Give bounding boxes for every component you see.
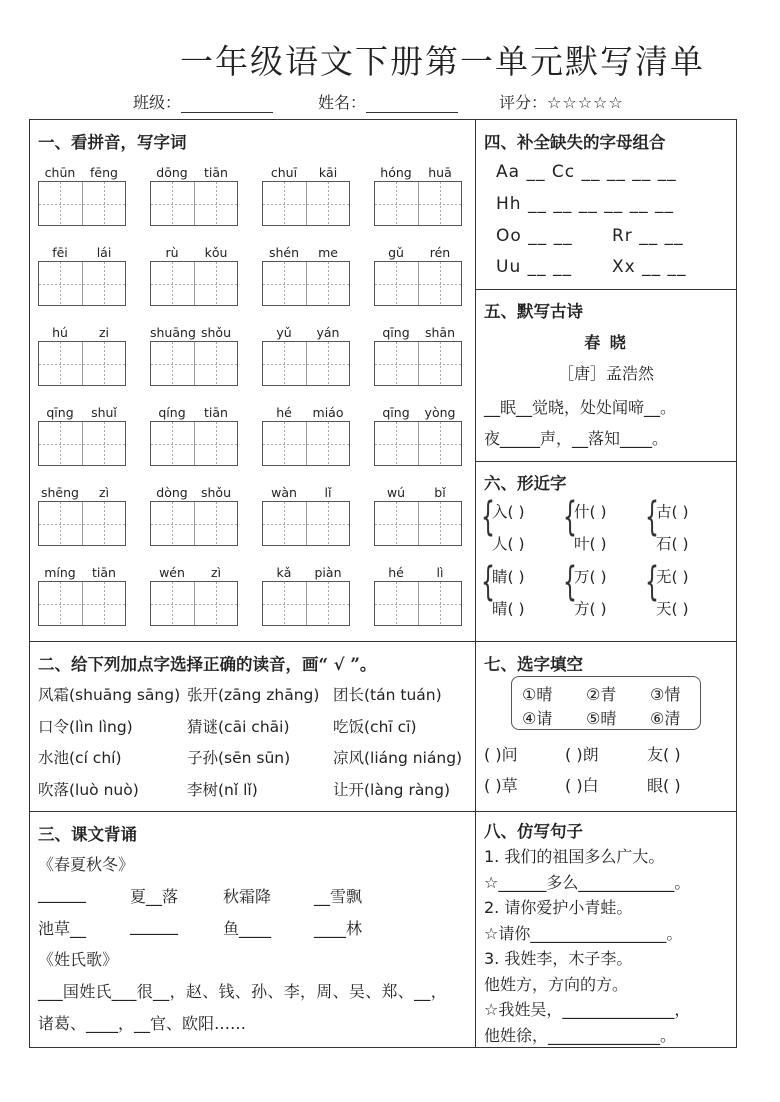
similar-char-item[interactable]: 什( ) bbox=[574, 503, 607, 521]
fill-1-1[interactable]: ( )问 bbox=[484, 745, 518, 764]
score-stars: ☆☆☆☆☆ bbox=[547, 93, 624, 112]
poem-line-2[interactable]: 夜_____声，__落知____。 bbox=[484, 429, 669, 448]
writing-box[interactable] bbox=[262, 181, 350, 226]
pinyin-label: wàn bbox=[271, 485, 297, 500]
brace-icon: { bbox=[481, 559, 495, 605]
name-label: 姓名： bbox=[318, 93, 367, 112]
right-divider-3 bbox=[475, 641, 737, 642]
letter-line-3[interactable]: Oo __ __ bbox=[496, 226, 573, 246]
pinyin-label: chuī bbox=[270, 165, 298, 180]
option-1: ①晴 bbox=[522, 685, 553, 704]
pinyin-label: chūn bbox=[44, 165, 76, 180]
poem1-row1-d[interactable]: __雪飘 bbox=[314, 887, 363, 906]
pinyin-label: zì bbox=[98, 485, 110, 500]
pinyin-label: me bbox=[318, 245, 338, 260]
letter-line-4[interactable]: Rr __ __ bbox=[612, 226, 684, 246]
sentence-line[interactable]: ☆请你_________________。 bbox=[484, 923, 683, 943]
poem2-row2[interactable]: 诸葛、____，__官、欧阳…… bbox=[38, 1014, 247, 1033]
pronunciation-item[interactable]: 吹落(luò nuò) bbox=[38, 781, 139, 799]
letter-line-1[interactable]: Aa __ Cc __ __ __ __ bbox=[496, 162, 677, 182]
pinyin-label: shuāng bbox=[150, 325, 196, 340]
fill-2-1[interactable]: ( )草 bbox=[484, 776, 518, 795]
poem-line-1[interactable]: __眠__觉晓，处处闻啼__。 bbox=[484, 398, 677, 417]
similar-char-item[interactable]: 叶( ) bbox=[574, 535, 607, 553]
writing-box[interactable] bbox=[38, 421, 126, 466]
name-field bbox=[318, 90, 458, 113]
pronunciation-item[interactable]: 风霜(shuāng sāng) bbox=[38, 686, 181, 704]
pinyin-label: qīng bbox=[382, 325, 410, 340]
poem1-row1-c[interactable]: 秋霜降 bbox=[223, 887, 272, 906]
pinyin-label: miáo bbox=[312, 405, 344, 420]
pinyin-label: yòng bbox=[424, 405, 456, 420]
pronunciation-item[interactable]: 子孙(sēn sūn) bbox=[187, 749, 291, 767]
pinyin-label: zì bbox=[210, 565, 222, 580]
brace-icon: { bbox=[481, 494, 495, 540]
writing-box[interactable] bbox=[374, 261, 462, 306]
pinyin-label: lǐ bbox=[324, 485, 332, 500]
similar-char-item[interactable]: 入( ) bbox=[492, 503, 525, 521]
writing-box[interactable] bbox=[374, 501, 462, 546]
writing-box[interactable] bbox=[150, 501, 238, 546]
pinyin-label: zi bbox=[98, 325, 110, 340]
similar-char-item[interactable]: 方( ) bbox=[574, 600, 607, 618]
class-field bbox=[133, 90, 273, 113]
pinyin-label: rén bbox=[429, 245, 451, 260]
fill-2-2[interactable]: ( )白 bbox=[565, 776, 599, 795]
similar-char-item[interactable]: 古( ) bbox=[656, 503, 689, 521]
writing-box[interactable] bbox=[150, 421, 238, 466]
pinyin-label: shǒu bbox=[200, 325, 231, 340]
class-input-line[interactable] bbox=[181, 98, 273, 113]
score-field bbox=[499, 90, 624, 113]
right-divider-4 bbox=[475, 811, 737, 812]
writing-box[interactable] bbox=[262, 421, 350, 466]
sentence-line[interactable]: ☆我姓吴，______________， bbox=[484, 1000, 691, 1019]
pinyin-label: kǎ bbox=[276, 565, 292, 580]
pinyin-label: kǒu bbox=[204, 245, 228, 260]
poem1-row2-c[interactable]: 鱼____ bbox=[223, 919, 272, 938]
writing-box[interactable] bbox=[38, 181, 126, 226]
pinyin-label: hóng bbox=[380, 165, 412, 180]
pinyin-label: fēng bbox=[90, 165, 118, 180]
pinyin-label: lì bbox=[436, 565, 444, 580]
pinyin-label: bǐ bbox=[434, 485, 446, 500]
sentence-line[interactable]: ☆______多么____________。 bbox=[484, 872, 691, 892]
writing-box[interactable] bbox=[262, 261, 350, 306]
pronunciation-item[interactable]: 吃饭(chī cī) bbox=[333, 718, 417, 736]
name-input-line[interactable] bbox=[366, 98, 458, 113]
writing-box[interactable] bbox=[374, 341, 462, 386]
sec8-title: 八、仿写句子 bbox=[484, 822, 583, 841]
pinyin-label: wén bbox=[159, 565, 185, 580]
pinyin-label: shén bbox=[268, 245, 300, 260]
sec4-title: 四、补全缺失的字母组合 bbox=[484, 133, 666, 152]
option-3: ③情 bbox=[650, 685, 681, 704]
pinyin-label: rù bbox=[165, 245, 179, 260]
writing-box[interactable] bbox=[262, 501, 350, 546]
poem2-row1[interactable]: ___国姓氏___很__，赵、钱、孙、李，周、吴、郑、__， bbox=[38, 982, 448, 1001]
poem-author: ［唐］孟浩然 bbox=[557, 364, 654, 383]
sec2-title: 二、给下列加点字选择正确的读音，画“ √ ”。 bbox=[38, 655, 377, 674]
pronunciation-item[interactable]: 口令(lìn lìng) bbox=[38, 718, 133, 736]
pinyin-label: míng bbox=[44, 565, 76, 580]
fill-1-2[interactable]: ( )朗 bbox=[565, 745, 599, 764]
score-label: 评分： bbox=[499, 93, 548, 112]
letter-line-2[interactable]: Hh __ __ __ __ __ __ bbox=[496, 194, 674, 214]
brace-icon: { bbox=[563, 494, 577, 540]
writing-box[interactable] bbox=[150, 261, 238, 306]
pinyin-label: shān bbox=[424, 325, 456, 340]
writing-box[interactable] bbox=[38, 341, 126, 386]
pinyin-label: yán bbox=[316, 325, 340, 340]
pinyin-label: hé bbox=[388, 565, 404, 580]
writing-box[interactable] bbox=[262, 341, 350, 386]
pinyin-label: qīng bbox=[382, 405, 410, 420]
brace-icon: { bbox=[563, 559, 577, 605]
pinyin-label: huā bbox=[428, 165, 452, 180]
option-6: ⑥清 bbox=[650, 709, 681, 728]
pinyin-label: hé bbox=[276, 405, 292, 420]
pinyin-label: fēi bbox=[52, 245, 68, 260]
sec7-title: 七、选字填空 bbox=[484, 655, 583, 674]
option-5: ⑤晴 bbox=[586, 709, 617, 728]
class-label: 班级： bbox=[133, 93, 182, 112]
pinyin-label: qíng bbox=[158, 405, 186, 420]
pronunciation-item[interactable]: 张开(zāng zhāng) bbox=[187, 686, 320, 704]
sec6-title: 六、形近字 bbox=[484, 474, 567, 493]
pinyin-label: gǔ bbox=[388, 245, 404, 260]
pinyin-label: tiān bbox=[204, 165, 228, 180]
poem1-row2-b[interactable]: ______ bbox=[130, 916, 178, 935]
pinyin-label: piàn bbox=[314, 565, 342, 580]
letter-line-5[interactable]: Uu __ __ bbox=[496, 257, 573, 277]
similar-char-item[interactable]: 天( ) bbox=[656, 600, 689, 618]
poem-title: 春 晓 bbox=[584, 333, 628, 352]
pinyin-label: lái bbox=[96, 245, 112, 260]
writing-box[interactable] bbox=[262, 581, 350, 626]
fill-1-3[interactable]: 友( ) bbox=[647, 745, 681, 764]
page-title: 一年级语文下册第一单元默写清单 bbox=[180, 42, 705, 81]
sentence-line[interactable]: 他姓方，方向的方。 bbox=[484, 974, 629, 994]
pronunciation-item[interactable]: 让开(làng ràng) bbox=[333, 781, 451, 799]
sec1-title: 一、看拼音，写字词 bbox=[38, 133, 187, 152]
pinyin-label: dōng bbox=[156, 165, 188, 180]
pinyin-label: qīng bbox=[46, 405, 74, 420]
right-divider-1 bbox=[475, 289, 737, 290]
pronunciation-item[interactable]: 猜谜(cāi chāi) bbox=[187, 718, 290, 736]
pronunciation-item[interactable]: 水池(cí chí) bbox=[38, 749, 122, 767]
pinyin-label: shǒu bbox=[200, 485, 231, 500]
pinyin-label: shēng bbox=[41, 485, 79, 500]
similar-char-item[interactable]: 晴( ) bbox=[492, 600, 525, 618]
poem1-row1-a[interactable]: ______ bbox=[38, 884, 86, 903]
writing-box[interactable] bbox=[374, 181, 462, 226]
poem1-title: 《春夏秋冬》 bbox=[38, 855, 135, 874]
similar-char-item[interactable]: 睛( ) bbox=[492, 568, 525, 586]
sentence-line: 3. 我姓李，木子李。 bbox=[484, 949, 633, 968]
option-4: ④请 bbox=[522, 709, 553, 728]
sec5-title: 五、默写古诗 bbox=[484, 302, 583, 321]
left-divider-1 bbox=[29, 641, 476, 642]
pinyin-label: hú bbox=[52, 325, 68, 340]
sentence-line: 2. 请你爱护小青蛙。 bbox=[484, 898, 633, 917]
fill-2-3[interactable]: 眼( ) bbox=[647, 776, 681, 795]
writing-box[interactable] bbox=[150, 181, 238, 226]
sentence-line[interactable]: 他姓徐，______________。 bbox=[484, 1025, 677, 1045]
sentence-line: 1. 我们的祖国多么广大。 bbox=[484, 847, 665, 866]
right-divider-2 bbox=[475, 461, 737, 462]
writing-box[interactable] bbox=[38, 581, 126, 626]
poem1-row2-d[interactable]: ____林 bbox=[314, 919, 363, 938]
pinyin-label: tiān bbox=[92, 565, 116, 580]
writing-box[interactable] bbox=[38, 261, 126, 306]
pronunciation-item[interactable]: 团长(tán tuán) bbox=[333, 686, 442, 704]
writing-box[interactable] bbox=[374, 421, 462, 466]
pinyin-label: kāi bbox=[318, 165, 338, 180]
similar-char-item[interactable]: 万( ) bbox=[574, 568, 607, 586]
writing-box[interactable] bbox=[150, 581, 238, 626]
brace-icon: { bbox=[645, 559, 659, 605]
pinyin-label: yǔ bbox=[276, 325, 292, 340]
writing-box[interactable] bbox=[374, 581, 462, 626]
column-divider bbox=[475, 119, 476, 1048]
letter-line-6[interactable]: Xx __ __ bbox=[612, 257, 687, 277]
poem1-row1-b[interactable]: 夏__落 bbox=[130, 887, 179, 906]
writing-box[interactable] bbox=[38, 501, 126, 546]
option-2: ②青 bbox=[586, 685, 617, 704]
similar-char-item[interactable]: 无( ) bbox=[656, 568, 689, 586]
similar-char-item[interactable]: 人( ) bbox=[492, 535, 525, 553]
pinyin-label: wú bbox=[386, 485, 406, 500]
poem2-title: 《姓氏歌》 bbox=[38, 950, 119, 969]
brace-icon: { bbox=[645, 494, 659, 540]
pinyin-label: dòng bbox=[156, 485, 188, 500]
pronunciation-item[interactable]: 凉风(liáng niáng) bbox=[333, 749, 463, 767]
left-divider-2 bbox=[29, 811, 476, 812]
pronunciation-item[interactable]: 李树(nǐ lǐ) bbox=[187, 781, 258, 799]
pinyin-label: tiān bbox=[204, 405, 228, 420]
sec3-title: 三、课文背诵 bbox=[38, 825, 137, 844]
pinyin-label: shuǐ bbox=[91, 405, 117, 420]
writing-box[interactable] bbox=[150, 341, 238, 386]
poem1-row2-a[interactable]: 池草__ bbox=[38, 919, 87, 938]
similar-char-item[interactable]: 石( ) bbox=[656, 535, 689, 553]
